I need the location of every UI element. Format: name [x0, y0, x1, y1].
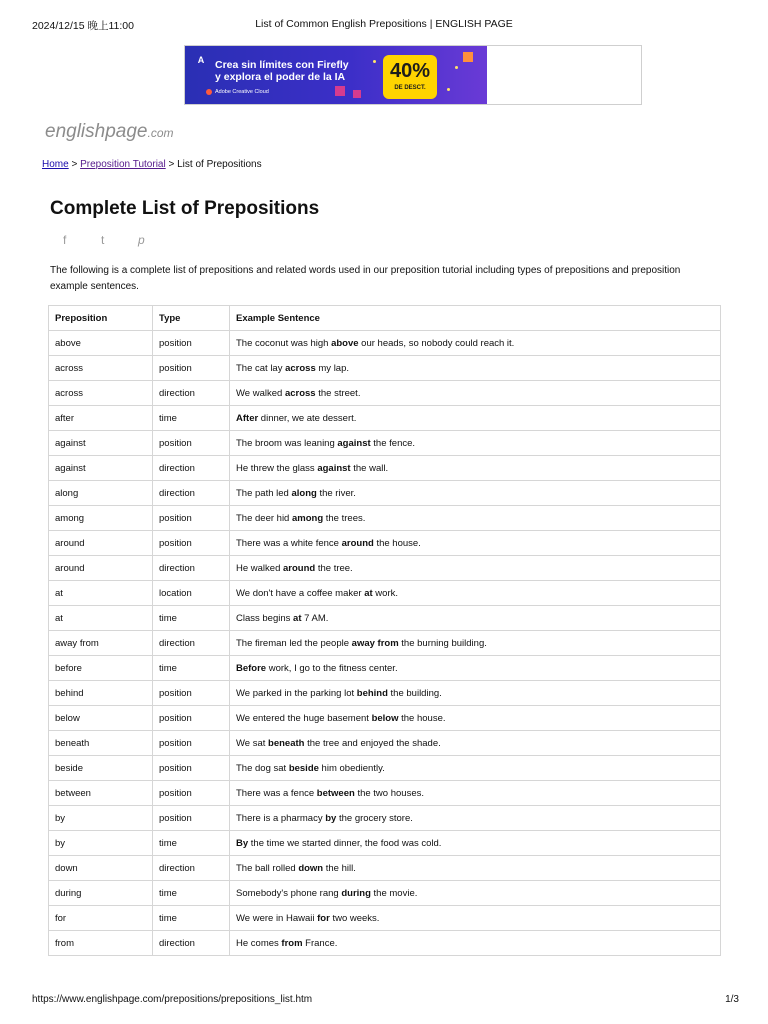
- example-cell: [230, 881, 721, 906]
- example-text: my lap.: [315, 362, 350, 374]
- example-keyword: from: [281, 937, 303, 949]
- example-cell: [230, 706, 721, 731]
- example-text: the tree.: [315, 562, 353, 574]
- ad-panel[interactable]: [185, 46, 487, 104]
- table-row: [49, 906, 721, 931]
- example-text: There was a fence: [236, 787, 317, 799]
- preposition-cell: before: [49, 656, 153, 681]
- example-cell: [230, 631, 721, 656]
- site-logo-suffix: .com: [147, 126, 174, 140]
- example-text: We don't have a coffee maker: [236, 587, 365, 599]
- example-keyword: beside: [288, 762, 319, 774]
- breadcrumb-separator: >: [71, 159, 78, 170]
- table-row: [49, 731, 721, 756]
- column-header-type: Type: [153, 306, 230, 331]
- table-row: [49, 406, 721, 431]
- type-cell: direction: [153, 856, 230, 881]
- column-header-example: Example Sentence: [230, 306, 721, 331]
- example-cell: [230, 531, 721, 556]
- example-keyword: across: [284, 387, 316, 399]
- type-cell: direction: [153, 631, 230, 656]
- example-text: He walked: [236, 562, 283, 574]
- example-keyword: between: [316, 787, 355, 799]
- ad-headline-1: Crea sin límites con Firefly: [215, 59, 349, 71]
- preposition-cell: among: [49, 506, 153, 531]
- example-cell: [230, 931, 721, 956]
- facebook-share-icon[interactable]: f: [63, 233, 67, 247]
- example-cell: [230, 606, 721, 631]
- example-text: the trees.: [323, 512, 366, 524]
- type-cell: time: [153, 606, 230, 631]
- preposition-cell: around: [49, 556, 153, 581]
- type-cell: time: [153, 656, 230, 681]
- example-text: the grocery store.: [336, 812, 413, 824]
- type-cell: direction: [153, 381, 230, 406]
- example-keyword: by: [325, 812, 337, 824]
- example-keyword: down: [298, 862, 324, 874]
- example-text: the tree and enjoyed the shade.: [304, 737, 441, 749]
- example-text: There was a white fence: [236, 537, 342, 549]
- table-row: [49, 881, 721, 906]
- example-keyword: away from: [351, 637, 399, 649]
- ad-brand: Adobe Creative Cloud: [215, 89, 269, 95]
- example-text: There is a pharmacy: [236, 812, 326, 824]
- table-row: [49, 681, 721, 706]
- example-text: We parked in the parking lot: [236, 687, 357, 699]
- example-text: two weeks.: [329, 912, 380, 924]
- table-row: [49, 706, 721, 731]
- table-row: [49, 331, 721, 356]
- table-row: [49, 556, 721, 581]
- table-row: [49, 831, 721, 856]
- preposition-cell: beside: [49, 756, 153, 781]
- example-keyword: After: [236, 412, 259, 424]
- preposition-cell: during: [49, 881, 153, 906]
- preposition-cell: along: [49, 481, 153, 506]
- table-header-row: [49, 306, 721, 331]
- example-text: The ball rolled: [236, 862, 299, 874]
- table-row: [49, 581, 721, 606]
- example-text: The path led: [236, 487, 292, 499]
- example-text: The broom was leaning: [236, 437, 338, 449]
- type-cell: time: [153, 831, 230, 856]
- sparkle-icon: [373, 60, 376, 63]
- table-row: [49, 356, 721, 381]
- table-row: [49, 856, 721, 881]
- footer-page-number: 1/3: [725, 994, 739, 1005]
- example-keyword: By: [236, 837, 249, 849]
- ad-headline-2: y explora el poder de la IA: [215, 71, 346, 83]
- example-keyword: beneath: [268, 737, 305, 749]
- table-row: [49, 506, 721, 531]
- table-row: [49, 806, 721, 831]
- example-keyword: against: [337, 437, 371, 449]
- discount-label: DE DESCT.: [394, 85, 426, 91]
- adobe-logo-icon: A: [197, 55, 205, 65]
- example-text: The dog sat: [236, 762, 289, 774]
- example-text: the two houses.: [354, 787, 424, 799]
- example-text: The deer hid: [236, 512, 292, 524]
- preposition-cell: down: [49, 856, 153, 881]
- example-cell: [230, 656, 721, 681]
- breadcrumb-tutorial-link[interactable]: Preposition Tutorial: [80, 159, 166, 170]
- table-row: [49, 781, 721, 806]
- example-text: the house.: [373, 537, 421, 549]
- example-text: Somebody's phone rang: [236, 887, 342, 899]
- example-keyword: against: [317, 462, 351, 474]
- example-text: the hill.: [323, 862, 356, 874]
- table-row: [49, 381, 721, 406]
- advertisement-banner[interactable]: [184, 45, 642, 105]
- example-cell: [230, 406, 721, 431]
- decor-square: [463, 52, 473, 62]
- example-text: The cat lay: [236, 362, 286, 374]
- example-text: Class begins: [236, 612, 294, 624]
- example-keyword: among: [291, 512, 324, 524]
- example-cell: [230, 381, 721, 406]
- preposition-cell: below: [49, 706, 153, 731]
- example-text: 7 AM.: [301, 612, 329, 624]
- example-text: the fence.: [370, 437, 416, 449]
- example-text: We entered the huge basement: [236, 712, 372, 724]
- print-title: List of Common English Prepositions | ENGLISH PAGE: [255, 18, 513, 30]
- example-text: We sat: [236, 737, 269, 749]
- type-cell: position: [153, 706, 230, 731]
- preposition-cell: by: [49, 806, 153, 831]
- type-cell: position: [153, 356, 230, 381]
- table-row: [49, 656, 721, 681]
- breadcrumb: [42, 159, 262, 170]
- page-title: Complete List of Prepositions: [50, 198, 320, 219]
- preposition-cell: across: [49, 381, 153, 406]
- type-cell: direction: [153, 931, 230, 956]
- type-cell: direction: [153, 456, 230, 481]
- example-cell: [230, 556, 721, 581]
- footer-url: https://www.englishpage.com/prepositions/prepositions_list.htm: [32, 994, 313, 1005]
- example-keyword: above: [331, 337, 359, 349]
- example-text: The coconut was high: [236, 337, 332, 349]
- type-cell: time: [153, 881, 230, 906]
- example-cell: [230, 581, 721, 606]
- example-text: our heads, so nobody could reach it.: [358, 337, 515, 349]
- preposition-cell: across: [49, 356, 153, 381]
- example-text: work.: [372, 587, 399, 599]
- preposition-cell: after: [49, 406, 153, 431]
- preposition-cell: from: [49, 931, 153, 956]
- table-body: [49, 331, 721, 956]
- example-cell: [230, 731, 721, 756]
- type-cell: direction: [153, 481, 230, 506]
- example-text: He threw the glass: [236, 462, 318, 474]
- breadcrumb-separator: >: [168, 159, 175, 170]
- example-text: the time we started dinner, the food was cold.: [248, 837, 442, 849]
- preposition-cell: beneath: [49, 731, 153, 756]
- example-text: The fireman led the people: [236, 637, 352, 649]
- twitter-share-icon[interactable]: t: [101, 233, 105, 247]
- example-keyword: around: [341, 537, 374, 549]
- example-cell: [230, 356, 721, 381]
- table-row: [49, 531, 721, 556]
- creative-cloud-icon: [206, 89, 212, 95]
- preposition-cell: around: [49, 531, 153, 556]
- example-cell: [230, 431, 721, 456]
- decor-square: [335, 86, 345, 96]
- breadcrumb-current: List of Prepositions: [177, 159, 262, 170]
- type-cell: time: [153, 906, 230, 931]
- example-cell: [230, 331, 721, 356]
- preposition-cell: against: [49, 456, 153, 481]
- example-keyword: at: [364, 587, 373, 599]
- example-keyword: behind: [356, 687, 388, 699]
- example-cell: [230, 681, 721, 706]
- sparkle-icon: [447, 88, 450, 91]
- site-logo-text: englishpage: [45, 121, 148, 142]
- example-text: the movie.: [370, 887, 418, 899]
- example-text: He comes: [236, 937, 282, 949]
- breadcrumb-home-link[interactable]: Home: [42, 159, 69, 170]
- example-text: the wall.: [350, 462, 389, 474]
- type-cell: position: [153, 331, 230, 356]
- example-cell: [230, 831, 721, 856]
- type-cell: position: [153, 506, 230, 531]
- site-logo[interactable]: [45, 121, 174, 143]
- example-cell: [230, 856, 721, 881]
- type-cell: position: [153, 681, 230, 706]
- intro-paragraph: The following is a complete list of prepositions and related words used in our preposition tutorial including types of prepositions and preposition example sentences.: [50, 265, 681, 292]
- type-cell: position: [153, 731, 230, 756]
- example-keyword: for: [317, 912, 330, 924]
- example-keyword: below: [371, 712, 399, 724]
- example-cell: [230, 906, 721, 931]
- type-cell: position: [153, 431, 230, 456]
- table-row: [49, 481, 721, 506]
- example-keyword: during: [341, 887, 371, 899]
- example-keyword: Before: [236, 662, 267, 674]
- type-cell: location: [153, 581, 230, 606]
- type-cell: position: [153, 756, 230, 781]
- example-text: the river.: [316, 487, 356, 499]
- table-row: [49, 456, 721, 481]
- column-header-preposition: Preposition: [49, 306, 153, 331]
- print-date: 2024/12/15 晚上11:00: [32, 20, 134, 32]
- prepositions-table: [48, 305, 721, 956]
- type-cell: position: [153, 781, 230, 806]
- example-text: We walked: [236, 387, 285, 399]
- example-text: him obediently.: [318, 762, 385, 774]
- example-keyword: at: [293, 612, 302, 624]
- table-row: [49, 606, 721, 631]
- preposition-cell: away from: [49, 631, 153, 656]
- example-keyword: around: [283, 562, 316, 574]
- preposition-cell: behind: [49, 681, 153, 706]
- example-text: dinner, we ate dessert.: [258, 412, 357, 424]
- example-cell: [230, 756, 721, 781]
- discount-badge: [383, 55, 437, 99]
- decor-square: [353, 90, 361, 98]
- example-cell: [230, 481, 721, 506]
- preposition-cell: at: [49, 581, 153, 606]
- example-text: the burning building.: [398, 637, 487, 649]
- example-text: the street.: [315, 387, 361, 399]
- example-cell: [230, 506, 721, 531]
- type-cell: direction: [153, 556, 230, 581]
- preposition-cell: above: [49, 331, 153, 356]
- example-text: France.: [302, 937, 338, 949]
- preposition-cell: at: [49, 606, 153, 631]
- example-text: the building.: [387, 687, 442, 699]
- example-cell: [230, 456, 721, 481]
- example-text: the house.: [398, 712, 446, 724]
- example-text: work, I go to the fitness center.: [266, 662, 398, 674]
- print-header: [0, 18, 768, 34]
- table-row: [49, 756, 721, 781]
- example-cell: [230, 781, 721, 806]
- type-cell: position: [153, 531, 230, 556]
- preposition-cell: against: [49, 431, 153, 456]
- type-cell: time: [153, 406, 230, 431]
- example-keyword: across: [285, 362, 316, 374]
- sparkle-icon: [455, 66, 458, 69]
- discount-value: 40%: [389, 60, 431, 82]
- type-cell: position: [153, 806, 230, 831]
- table-row: [49, 931, 721, 956]
- pinterest-share-icon[interactable]: p: [138, 233, 145, 247]
- table-row: [49, 631, 721, 656]
- example-keyword: along: [291, 487, 317, 499]
- table-row: [49, 431, 721, 456]
- example-text: We were in Hawaii: [236, 912, 318, 924]
- example-cell: [230, 806, 721, 831]
- preposition-cell: for: [49, 906, 153, 931]
- preposition-cell: by: [49, 831, 153, 856]
- preposition-cell: between: [49, 781, 153, 806]
